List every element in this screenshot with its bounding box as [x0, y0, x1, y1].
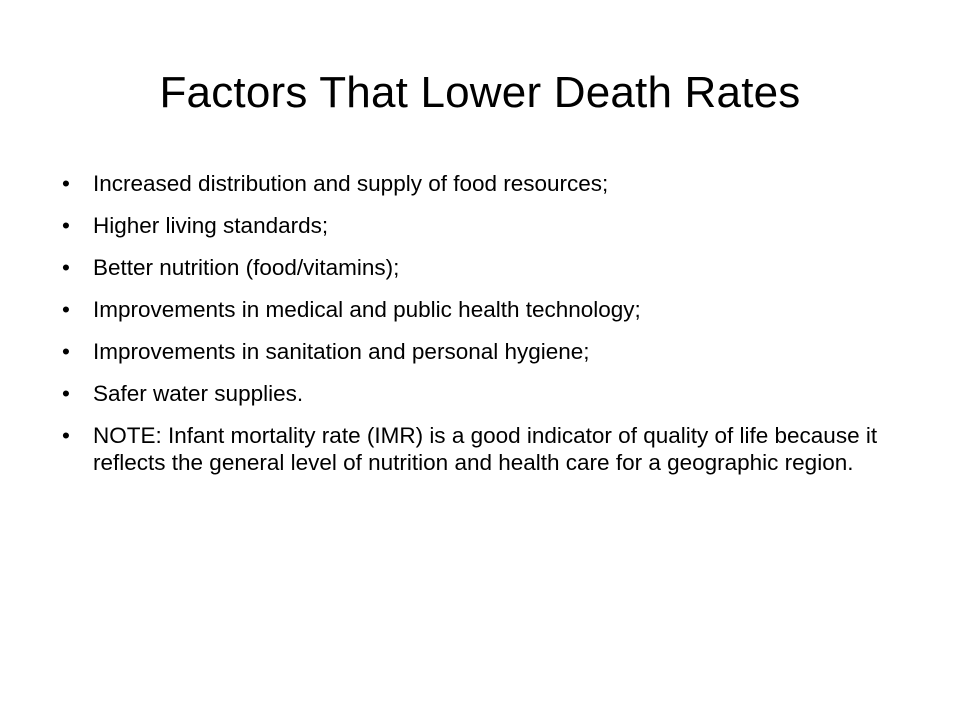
bullet-dot-icon: • — [62, 171, 70, 196]
bullet-dot-icon: • — [62, 423, 70, 448]
bullet-text: NOTE: Infant mortality rate (IMR) is a good indicator of quality of life because it reflects the general level of nutrition and health care for a geographic region. — [93, 423, 878, 475]
bullet-item-medical-technology — [62, 296, 892, 323]
bullet-text: Better nutrition (food/vitamins); — [93, 255, 400, 280]
bullet-text: Improvements in medical and public health technology; — [93, 297, 641, 322]
bullet-item-water-supplies — [62, 380, 892, 407]
bullet-item-living-standards — [62, 212, 892, 239]
bullet-list — [62, 170, 892, 491]
bullet-dot-icon: • — [62, 339, 70, 364]
slide-title: Factors That Lower Death Rates — [159, 68, 801, 117]
bullet-item-sanitation-hygiene — [62, 338, 892, 365]
bullet-text: Improvements in sanitation and personal hygiene; — [93, 339, 590, 364]
bullet-text: Increased distribution and supply of food resources; — [93, 171, 609, 196]
bullet-dot-icon: • — [62, 213, 70, 238]
bullet-dot-icon: • — [62, 381, 70, 406]
bullet-dot-icon: • — [62, 255, 70, 280]
bullet-text: Higher living standards; — [93, 213, 329, 238]
bullet-text: Safer water supplies. — [93, 381, 304, 406]
bullet-item-food-resources — [62, 170, 892, 197]
bullet-item-imr-note — [62, 422, 892, 476]
bullet-dot-icon: • — [62, 297, 70, 322]
bullet-item-nutrition — [62, 254, 892, 281]
